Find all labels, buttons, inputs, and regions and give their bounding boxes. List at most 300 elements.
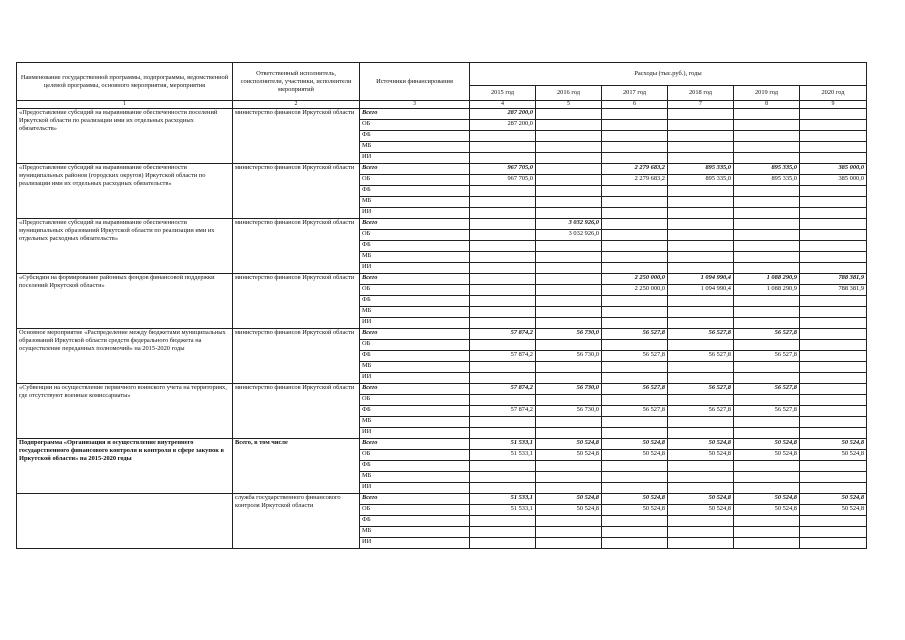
amount-cell [602, 120, 668, 131]
executor-cell: Всего, в том числе [233, 439, 360, 494]
amount-cell [800, 208, 867, 219]
amount-cell [602, 362, 668, 373]
measure-name: «Предоставление субсидий на выравнивание обеспеченности муниципальных образований Иркутской области по реализации ими их отдельных расходных обязательств» [17, 219, 233, 274]
amount-cell [734, 241, 800, 252]
amount-cell [668, 373, 734, 384]
amount-cell: 50 524,8 [536, 450, 602, 461]
amount-cell [668, 197, 734, 208]
amount-cell [470, 296, 536, 307]
amount-cell: 56 527,8 [602, 406, 668, 417]
amount-cell [536, 142, 602, 153]
amount-cell [536, 186, 602, 197]
amount-cell [800, 252, 867, 263]
amount-cell [800, 406, 867, 417]
amount-cell [602, 252, 668, 263]
amount-cell: 50 524,8 [536, 439, 602, 450]
amount-cell: 788 381,9 [800, 285, 867, 296]
funding-source-cell: ОБ [360, 175, 470, 186]
amount-cell [536, 120, 602, 131]
amount-cell [734, 263, 800, 274]
amount-cell [734, 395, 800, 406]
amount-cell [536, 241, 602, 252]
amount-cell: 56 527,8 [734, 351, 800, 362]
measure-name: «Предоставление субсидий на выравнивание обеспеченности поселений Иркутской области по реализации ими их отдельных расходных обязательств» [17, 109, 233, 164]
amount-cell [734, 252, 800, 263]
amount-cell [536, 274, 602, 285]
amount-cell [536, 307, 602, 318]
funding-source-cell: ФБ [360, 296, 470, 307]
amount-cell [668, 307, 734, 318]
amount-cell [800, 186, 867, 197]
funding-source-cell: ИИ [360, 208, 470, 219]
amount-cell [536, 318, 602, 329]
amount-cell [470, 417, 536, 428]
amount-cell: 50 524,8 [800, 450, 867, 461]
amount-cell: 50 524,8 [668, 494, 734, 505]
amount-cell: 1 094 990,4 [668, 285, 734, 296]
amount-cell [470, 538, 536, 549]
amount-cell: 56 730,0 [536, 329, 602, 340]
amount-cell [602, 373, 668, 384]
column-number: 7 [668, 101, 734, 109]
amount-cell [668, 109, 734, 120]
amount-cell: 50 524,8 [602, 505, 668, 516]
amount-cell [536, 208, 602, 219]
header-funding-source: Источники финансирования [360, 63, 470, 101]
amount-cell [734, 219, 800, 230]
header-year: 2020 год [800, 86, 867, 101]
amount-cell [470, 230, 536, 241]
amount-cell [800, 230, 867, 241]
amount-cell [668, 483, 734, 494]
amount-cell [470, 186, 536, 197]
amount-cell [470, 340, 536, 351]
funding-source-cell: МБ [360, 527, 470, 538]
amount-cell [734, 373, 800, 384]
amount-cell [470, 516, 536, 527]
amount-cell [602, 153, 668, 164]
amount-cell: 51 533,1 [470, 450, 536, 461]
amount-cell [536, 252, 602, 263]
amount-cell [602, 296, 668, 307]
amount-cell: 56 527,8 [668, 329, 734, 340]
amount-cell: 57 874,2 [470, 406, 536, 417]
amount-cell: 56 527,8 [734, 384, 800, 395]
amount-cell [800, 120, 867, 131]
header-executor: Ответственный исполнитель, соисполнители, участники, исполнители мероприятий [233, 63, 360, 101]
amount-cell: 385 000,0 [800, 164, 867, 175]
measure-name: Основное мероприятие «Распределение между бюджетами муниципальных образований Иркутской области средств федерального бюджета на осуществление переданных полномочий» на 2015-2020 годы [17, 329, 233, 384]
amount-cell [734, 428, 800, 439]
amount-cell [470, 527, 536, 538]
funding-source-cell: ИИ [360, 373, 470, 384]
amount-cell: 895 335,0 [668, 164, 734, 175]
column-number: 3 [360, 101, 470, 109]
amount-cell [668, 208, 734, 219]
column-number-row [17, 101, 867, 109]
amount-cell [668, 142, 734, 153]
amount-cell: 56 527,8 [668, 351, 734, 362]
amount-cell [470, 208, 536, 219]
amount-cell [602, 142, 668, 153]
amount-cell: 788 381,9 [800, 274, 867, 285]
amount-cell [470, 241, 536, 252]
header-row [17, 63, 867, 86]
amount-cell [734, 362, 800, 373]
amount-cell [800, 351, 867, 362]
amount-cell [800, 318, 867, 329]
budget-table [16, 62, 867, 549]
amount-cell [800, 153, 867, 164]
funding-source-cell: ИИ [360, 263, 470, 274]
funding-source-cell: ИИ [360, 153, 470, 164]
executor-cell: министерство финансов Иркутской области [233, 329, 360, 384]
amount-cell [602, 461, 668, 472]
amount-cell: 56 730,0 [536, 406, 602, 417]
amount-cell [668, 131, 734, 142]
amount-cell [602, 527, 668, 538]
amount-cell: 2 279 683,2 [602, 164, 668, 175]
amount-cell [734, 527, 800, 538]
amount-cell [668, 538, 734, 549]
amount-cell [536, 131, 602, 142]
measure-name: «Субвенции на осуществление первичного воинского учета на территориях, где отсутствуют военные комиссариаты» [17, 384, 233, 439]
funding-source-cell: МБ [360, 417, 470, 428]
amount-cell [734, 208, 800, 219]
amount-cell [470, 274, 536, 285]
amount-cell [800, 109, 867, 120]
amount-cell [800, 142, 867, 153]
amount-cell: 50 524,8 [602, 439, 668, 450]
amount-cell [734, 142, 800, 153]
amount-cell [668, 219, 734, 230]
amount-cell [734, 186, 800, 197]
header-year: 2019 год [734, 86, 800, 101]
amount-cell [602, 208, 668, 219]
amount-cell [734, 340, 800, 351]
amount-cell: 50 524,8 [668, 505, 734, 516]
measure-name: «Предоставление субсидий на выравнивание обеспеченности муниципальных районов (городских округов) Иркутской области по реализации ими их отдельных расходных обязательств» [17, 164, 233, 219]
amount-cell [470, 362, 536, 373]
amount-cell [470, 483, 536, 494]
amount-cell: 967 705,0 [470, 175, 536, 186]
amount-cell: 56 527,8 [734, 329, 800, 340]
amount-cell [536, 516, 602, 527]
executor-cell: служба государственного финансового контроля Иркутской области [233, 494, 360, 549]
funding-source-cell: ФБ [360, 351, 470, 362]
amount-cell: 56 527,8 [734, 406, 800, 417]
amount-cell [668, 461, 734, 472]
amount-cell [668, 340, 734, 351]
amount-cell: 56 527,8 [668, 384, 734, 395]
amount-cell [470, 263, 536, 274]
header-program-name: Наименование государственной программы, подпрограммы, ведомственной целевой программы, основного мероприятия, мероприятия [17, 63, 233, 101]
funding-source-cell: Всего [360, 219, 470, 230]
amount-cell [602, 219, 668, 230]
amount-cell [470, 142, 536, 153]
amount-cell [536, 197, 602, 208]
amount-cell [800, 384, 867, 395]
amount-cell [470, 153, 536, 164]
amount-cell: 50 524,8 [734, 439, 800, 450]
amount-cell [602, 428, 668, 439]
amount-cell: 50 524,8 [602, 494, 668, 505]
amount-cell: 50 524,8 [800, 439, 867, 450]
column-number: 9 [800, 101, 867, 109]
amount-cell [800, 373, 867, 384]
funding-source-cell: Всего [360, 384, 470, 395]
amount-cell: 50 524,8 [536, 494, 602, 505]
funding-source-cell: Всего [360, 329, 470, 340]
amount-cell [734, 483, 800, 494]
measure-name: Подпрограмма «Организация и осуществление внутреннего государственного финансового контроля и контроля в сфере закупок в Иркутской области» на 2015-2020 годы [17, 439, 233, 494]
amount-cell [602, 186, 668, 197]
amount-cell [536, 109, 602, 120]
amount-cell: 895 335,0 [734, 164, 800, 175]
amount-cell [668, 417, 734, 428]
table-row [17, 439, 867, 450]
amount-cell [734, 472, 800, 483]
amount-cell [536, 340, 602, 351]
amount-cell: 1 088 290,9 [734, 274, 800, 285]
amount-cell [734, 307, 800, 318]
amount-cell: 1 088 290,9 [734, 285, 800, 296]
amount-cell [668, 318, 734, 329]
funding-source-cell: МБ [360, 307, 470, 318]
amount-cell: 51 533,1 [470, 494, 536, 505]
amount-cell [536, 362, 602, 373]
funding-source-cell: ОБ [360, 450, 470, 461]
amount-cell [734, 131, 800, 142]
amount-cell [470, 219, 536, 230]
header-year: 2017 год [602, 86, 668, 101]
amount-cell [602, 131, 668, 142]
amount-cell [602, 483, 668, 494]
table-row [17, 384, 867, 395]
funding-source-cell: ФБ [360, 241, 470, 252]
amount-cell: 895 335,0 [668, 175, 734, 186]
amount-cell [800, 340, 867, 351]
amount-cell [668, 252, 734, 263]
amount-cell: 895 335,0 [734, 175, 800, 186]
table-row [17, 109, 867, 120]
funding-source-cell: ФБ [360, 186, 470, 197]
amount-cell: 3 032 926,0 [536, 230, 602, 241]
funding-source-cell: ИИ [360, 428, 470, 439]
amount-cell [536, 527, 602, 538]
amount-cell [470, 373, 536, 384]
amount-cell [800, 131, 867, 142]
table-row [17, 164, 867, 175]
amount-cell: 50 524,8 [536, 505, 602, 516]
amount-cell: 50 524,8 [734, 450, 800, 461]
amount-cell [536, 395, 602, 406]
amount-cell [668, 472, 734, 483]
amount-cell [800, 527, 867, 538]
amount-cell [800, 516, 867, 527]
amount-cell [800, 263, 867, 274]
amount-cell [800, 307, 867, 318]
amount-cell: 2 279 683,2 [602, 175, 668, 186]
amount-cell [734, 120, 800, 131]
amount-cell [800, 197, 867, 208]
amount-cell [602, 307, 668, 318]
amount-cell [602, 340, 668, 351]
funding-source-cell: ИИ [360, 318, 470, 329]
executor-cell: министерство финансов Иркутской области [233, 109, 360, 164]
amount-cell [734, 153, 800, 164]
amount-cell [602, 417, 668, 428]
amount-cell [668, 296, 734, 307]
executor-cell: министерство финансов Иркутской области [233, 384, 360, 439]
amount-cell [734, 417, 800, 428]
executor-cell: министерство финансов Иркутской области [233, 274, 360, 329]
amount-cell [668, 153, 734, 164]
amount-cell: 56 730,0 [536, 351, 602, 362]
amount-cell [734, 197, 800, 208]
amount-cell [536, 263, 602, 274]
column-number: 1 [17, 101, 233, 109]
measure-name: «Субсидии на формирование районных фондов финансовой поддержки поселений Иркутской области» [17, 274, 233, 329]
funding-source-cell: ФБ [360, 406, 470, 417]
amount-cell [602, 516, 668, 527]
header-expenses: Расходы (тыс.руб.), годы [470, 63, 867, 86]
amount-cell: 50 524,8 [800, 494, 867, 505]
amount-cell [602, 538, 668, 549]
amount-cell [602, 197, 668, 208]
funding-source-cell: ФБ [360, 131, 470, 142]
amount-cell [668, 241, 734, 252]
column-number: 4 [470, 101, 536, 109]
amount-cell: 385 000,0 [800, 175, 867, 186]
amount-cell: 287 200,0 [470, 120, 536, 131]
amount-cell [536, 373, 602, 384]
amount-cell [668, 428, 734, 439]
amount-cell: 51 533,1 [470, 505, 536, 516]
amount-cell: 2 250 000,0 [602, 285, 668, 296]
measure-name [17, 494, 233, 549]
amount-cell [800, 395, 867, 406]
amount-cell [536, 428, 602, 439]
amount-cell [602, 395, 668, 406]
amount-cell: 50 524,8 [602, 450, 668, 461]
amount-cell [734, 230, 800, 241]
funding-source-cell: Всего [360, 439, 470, 450]
amount-cell [470, 197, 536, 208]
amount-cell [668, 263, 734, 274]
amount-cell: 50 524,8 [734, 505, 800, 516]
funding-source-cell: ИИ [360, 483, 470, 494]
header-year: 2018 год [668, 86, 734, 101]
amount-cell [800, 362, 867, 373]
amount-cell: 57 874,2 [470, 351, 536, 362]
funding-source-cell: МБ [360, 252, 470, 263]
amount-cell [800, 417, 867, 428]
amount-cell [602, 230, 668, 241]
amount-cell [602, 109, 668, 120]
amount-cell [536, 461, 602, 472]
header-year: 2015 год [470, 86, 536, 101]
funding-source-cell: МБ [360, 362, 470, 373]
amount-cell [536, 483, 602, 494]
funding-source-cell: ОБ [360, 340, 470, 351]
amount-cell: 287 200,0 [470, 109, 536, 120]
table-row [17, 329, 867, 340]
amount-cell [734, 109, 800, 120]
amount-cell [800, 461, 867, 472]
amount-cell: 2 250 000,0 [602, 274, 668, 285]
amount-cell: 1 094 990,4 [668, 274, 734, 285]
funding-source-cell: МБ [360, 197, 470, 208]
amount-cell [602, 318, 668, 329]
executor-cell: министерство финансов Иркутской области [233, 164, 360, 219]
amount-cell: 50 524,8 [668, 439, 734, 450]
amount-cell [800, 219, 867, 230]
amount-cell [536, 175, 602, 186]
amount-cell [668, 186, 734, 197]
amount-cell [734, 318, 800, 329]
funding-source-cell: МБ [360, 142, 470, 153]
funding-source-cell: Всего [360, 274, 470, 285]
funding-source-cell: Всего [360, 164, 470, 175]
amount-cell [668, 516, 734, 527]
amount-cell [470, 131, 536, 142]
amount-cell [800, 428, 867, 439]
amount-cell [800, 329, 867, 340]
amount-cell [668, 120, 734, 131]
funding-source-cell: ОБ [360, 285, 470, 296]
amount-cell: 56 527,8 [602, 351, 668, 362]
amount-cell [602, 241, 668, 252]
amount-cell: 56 527,8 [602, 384, 668, 395]
funding-source-cell: ОБ [360, 230, 470, 241]
amount-cell: 56 527,8 [602, 329, 668, 340]
amount-cell [536, 472, 602, 483]
amount-cell: 50 524,8 [734, 494, 800, 505]
funding-source-cell: ФБ [360, 516, 470, 527]
amount-cell [470, 428, 536, 439]
amount-cell [470, 318, 536, 329]
funding-source-cell: Всего [360, 109, 470, 120]
amount-cell [668, 230, 734, 241]
amount-cell: 57 874,2 [470, 384, 536, 395]
amount-cell [536, 538, 602, 549]
column-number: 5 [536, 101, 602, 109]
amount-cell [800, 538, 867, 549]
funding-source-cell: ОБ [360, 505, 470, 516]
amount-cell [800, 241, 867, 252]
amount-cell [734, 516, 800, 527]
amount-cell [800, 472, 867, 483]
amount-cell: 51 533,1 [470, 439, 536, 450]
table-row [17, 494, 867, 505]
amount-cell [668, 395, 734, 406]
column-number: 6 [602, 101, 668, 109]
funding-source-cell: Всего [360, 494, 470, 505]
amount-cell [536, 417, 602, 428]
amount-cell [602, 472, 668, 483]
executor-cell: министерство финансов Иркутской области [233, 219, 360, 274]
amount-cell: 56 527,8 [668, 406, 734, 417]
amount-cell [470, 395, 536, 406]
amount-cell: 57 874,2 [470, 329, 536, 340]
amount-cell: 50 524,8 [800, 505, 867, 516]
funding-source-cell: ФБ [360, 461, 470, 472]
amount-cell [734, 461, 800, 472]
amount-cell [602, 263, 668, 274]
funding-source-cell: ОБ [360, 395, 470, 406]
amount-cell [470, 472, 536, 483]
